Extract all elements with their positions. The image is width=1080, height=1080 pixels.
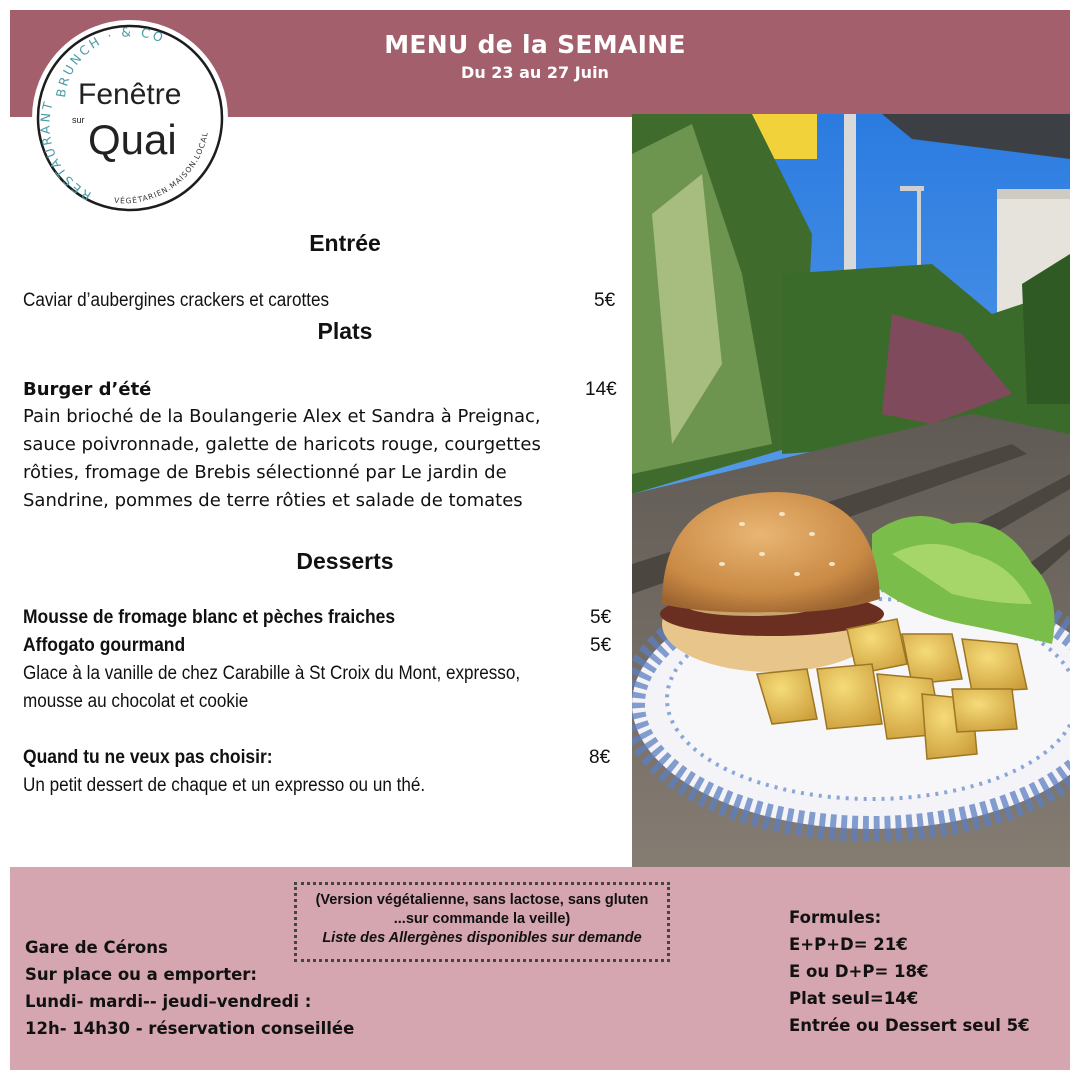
dessert-desc-line: mousse au chocolat et cookie	[23, 691, 249, 712]
plat-desc-line: sauce poivronnade, galette de haricots rouge, courgettes	[23, 434, 541, 455]
dessert-price-1: 5€	[590, 607, 612, 628]
burger-photo	[632, 114, 1070, 867]
info-line: 12h- 14h30 - réservation conseillée	[25, 1019, 355, 1038]
dessert-item-3: Quand tu ne veux pas choisir:	[23, 747, 273, 768]
section-title-entree: Entrée	[309, 230, 381, 256]
dessert-item-2: Affogato gourmand	[23, 635, 186, 656]
plat-price: 14€	[585, 379, 617, 400]
logo-small: sur	[72, 115, 85, 125]
info-line: Gare de Cérons	[25, 938, 168, 957]
formules-line: Plat seul=14€	[789, 989, 919, 1008]
dessert-price-3: 8€	[589, 747, 611, 768]
formules-line: Formules:	[789, 908, 882, 927]
menu-dates: Du 23 au 27 Juin	[461, 63, 609, 82]
restaurant-logo	[30, 18, 230, 218]
section-title-plats: Plats	[317, 318, 373, 344]
logo-left-arc: RESTAURANT	[37, 97, 94, 204]
restaurant-info	[25, 934, 354, 1042]
plat-name: Burger d’été	[23, 379, 152, 400]
dessert-desc-line: Un petit dessert de chaque et un expresso ou un thé.	[23, 775, 426, 796]
section-title-desserts: Desserts	[296, 548, 394, 574]
notice-allergens: Liste des Allergènes disponibles sur demande	[322, 930, 642, 946]
notice-line: ...sur commande la veille)	[393, 911, 571, 927]
dessert-price-2: 5€	[590, 635, 612, 656]
info-line: Lundi- mardi-- jeudi–vendredi :	[25, 992, 312, 1011]
menu-title: MENU de la SEMAINE	[384, 30, 686, 59]
logo-line2: Quai	[88, 116, 177, 163]
logo-bottom-arc: VÉGÉTARIEN.MAISON.LOCAL	[113, 130, 210, 206]
left-strip	[0, 117, 10, 867]
plat-desc-line: Sandrine, pommes de terre rôties et salade de tomates	[23, 490, 523, 511]
dessert-item-1: Mousse de fromage blanc et pèches fraiches	[23, 607, 396, 628]
notice-line: (Version végétalienne, sans lactose, sans gluten	[315, 892, 649, 908]
formules	[789, 904, 1030, 1039]
dessert-desc-line: Glace à la vanille de chez Carabille à St Croix du Mont, expresso,	[23, 663, 521, 684]
plat-desc-line: Pain brioché de la Boulangerie Alex et Sandra à Preignac,	[23, 406, 541, 427]
formules-line: E+P+D= 21€	[789, 935, 908, 954]
logo-line1: Fenêtre	[78, 78, 182, 111]
entree-item: Caviar d’aubergines crackers et carottes	[23, 290, 330, 311]
logo-top-arc: BRUNCH · & CO	[52, 24, 168, 99]
info-line: Sur place ou a emporter:	[25, 965, 258, 984]
plat-desc-line: rôties, fromage de Brebis sélectionné par Le jardin de	[23, 462, 507, 483]
entree-price: 5€	[594, 290, 616, 311]
formules-line: Entrée ou Dessert seul 5€	[789, 1016, 1030, 1035]
formules-line: E ou D+P= 18€	[789, 962, 929, 981]
